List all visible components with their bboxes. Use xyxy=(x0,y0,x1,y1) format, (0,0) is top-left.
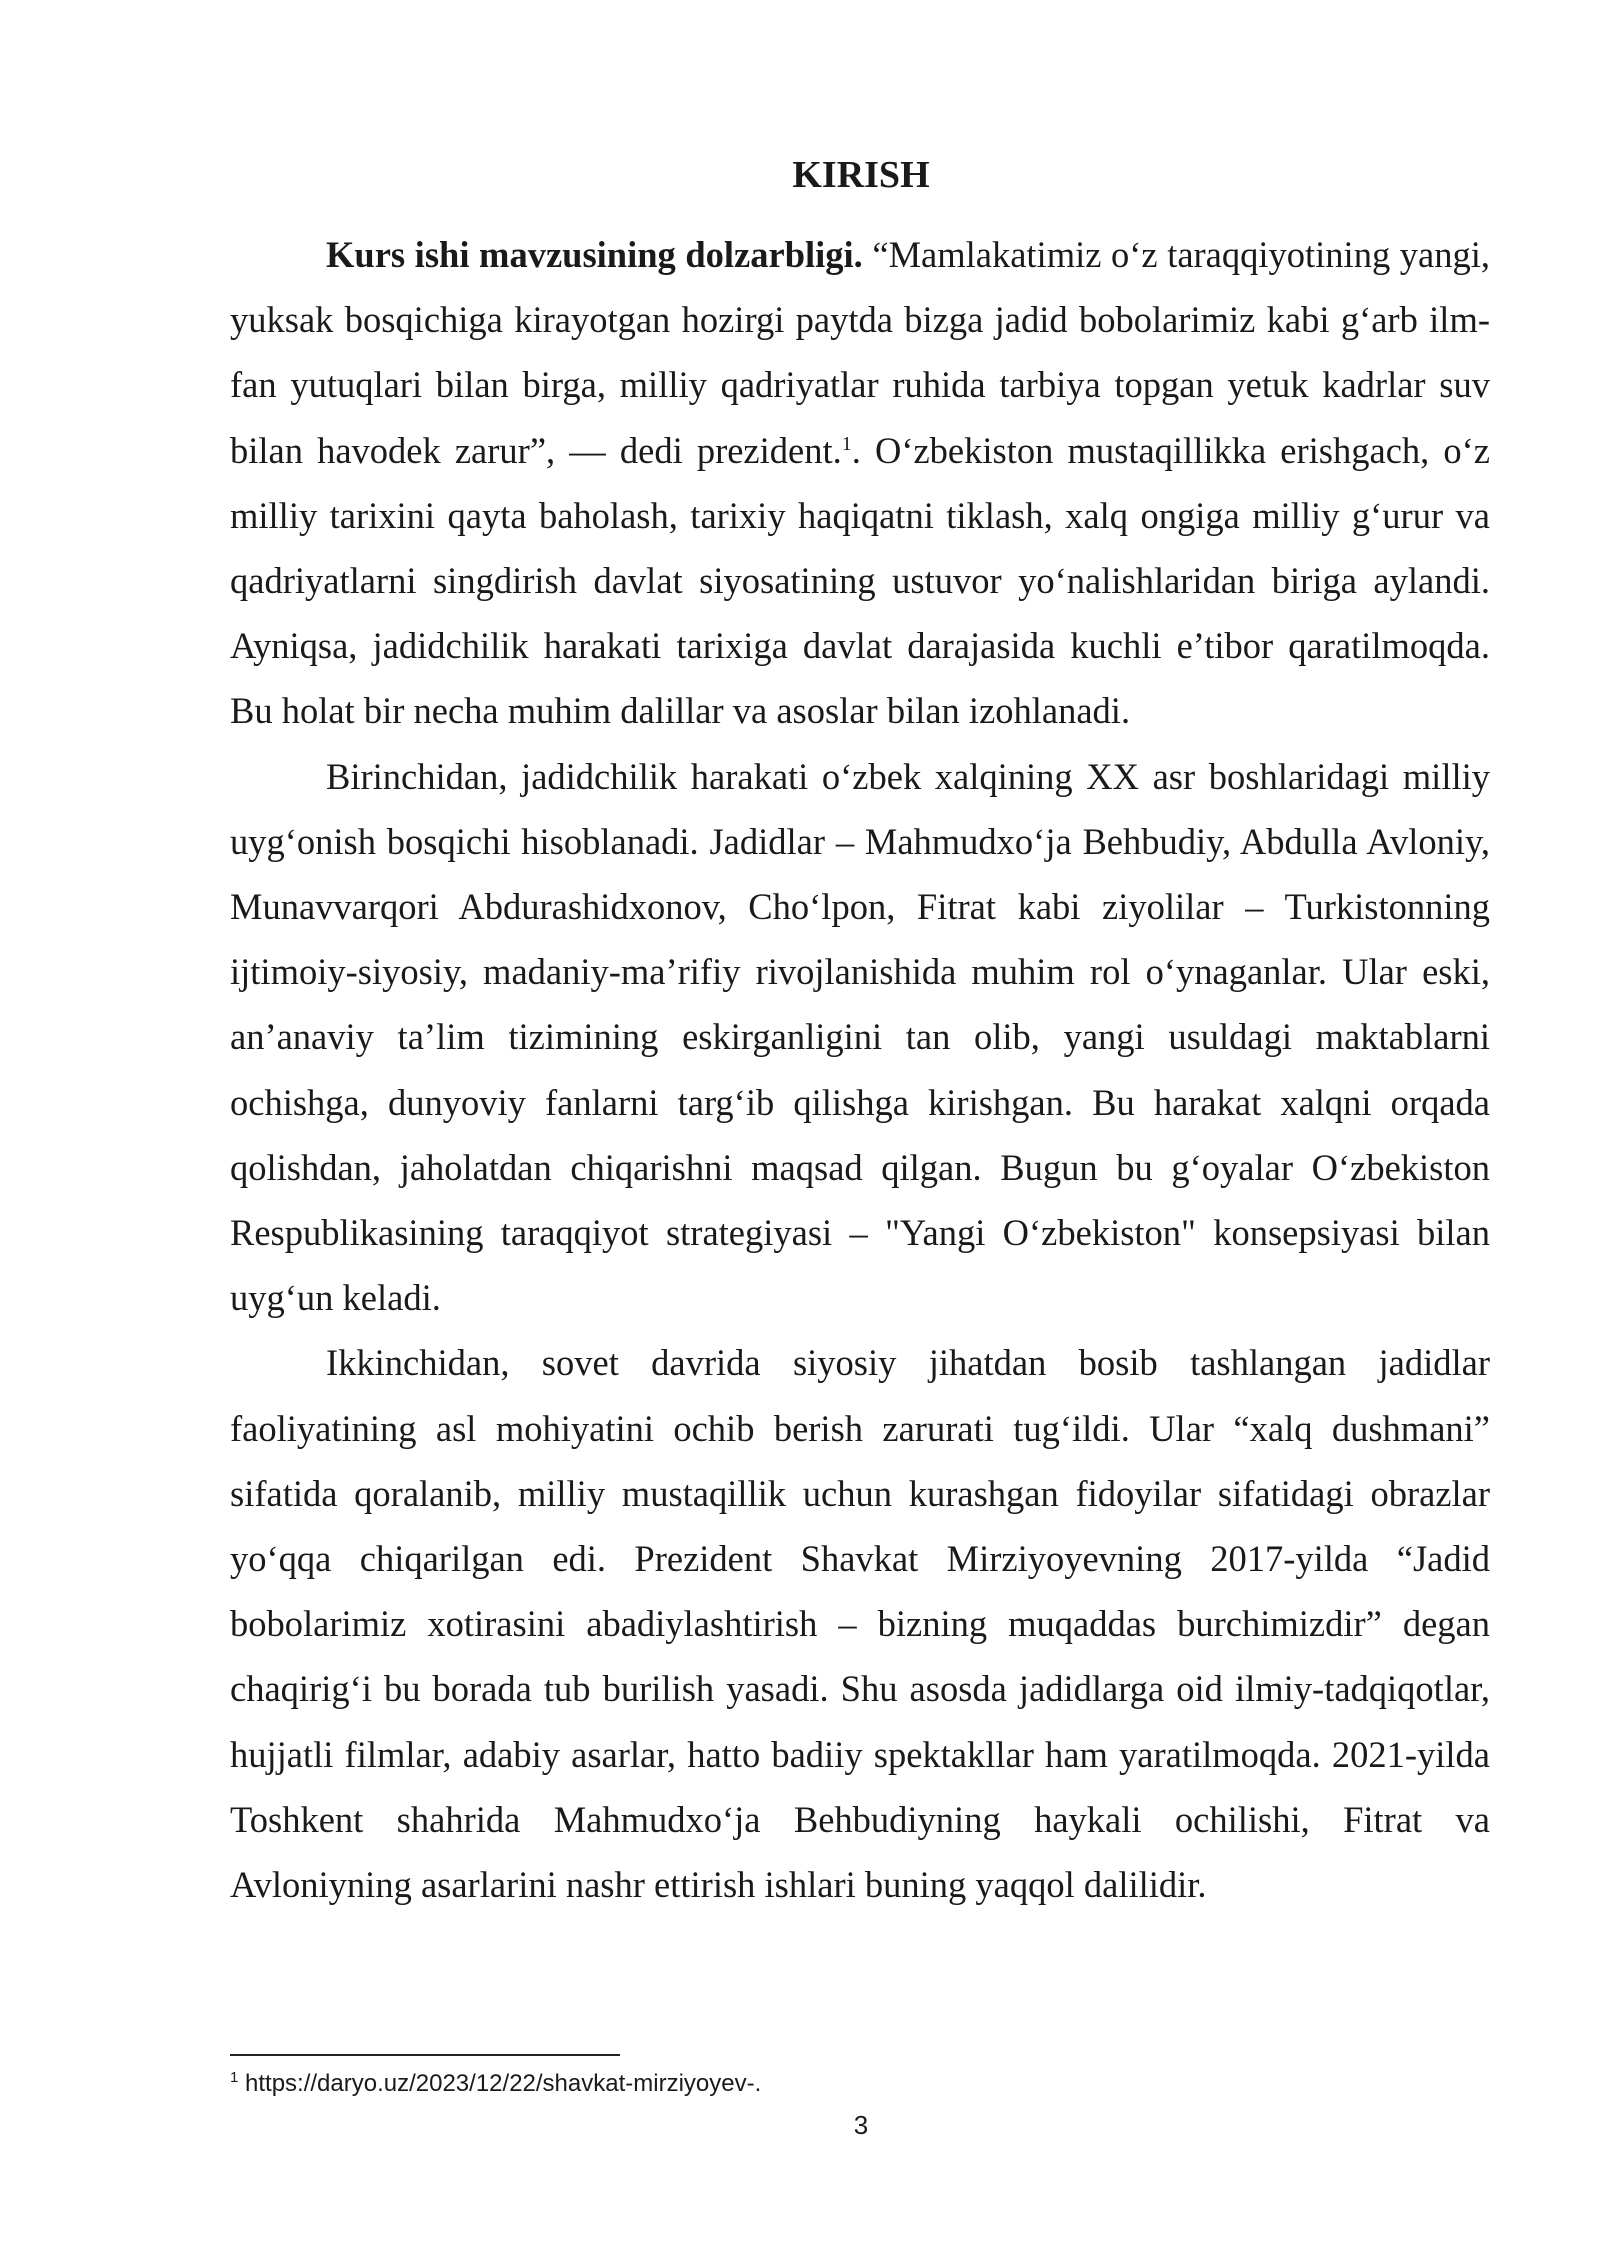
paragraph-text: “Mamlakatimiz o‘z taraqqiyotining yangi, yuksak bosqichiga kirayotgan hozirgi paytda bizga jadid bobolarimiz kabi g‘arb ilm-fan yutuqlari bilan birga, milliy qadriyatlar ruhida tarbiya topgan yetuk kadrlar suv bilan havodek zarur”, — dedi prezident. xyxy=(230,234,1490,471)
footnote-separator xyxy=(230,2054,620,2056)
footnote xyxy=(230,2067,761,2101)
footnote-link[interactable]: https://daryo.uz/2023/12/22/shavkat-mirziyoyev-. xyxy=(238,2070,762,2097)
footnote-reference[interactable]: 1 xyxy=(841,432,852,455)
paragraph-second-reason: Ikkinchidan, sovet davrida siyosiy jihatdan bosib tashlangan jadidlar faoliyatining asl mohiyatini ochib berish zarurati tug‘ildi. Ular “xalq dushmani” sifatida qoralanib, milliy mustaqillik uchun kurashgan fidoyilar sifatidagi obrazlar yo‘qqa chiqarilgan edi. Prezident Shavkat Mirziyoyevning 2017-yilda “Jadid bobolarimiz xotirasini abadiylashtirish – bizning muqaddas burchimizdir” degan chaqirig‘i bu borada tub burilish yasadi. Shu asosda jadidlarga oid ilmiy-tadqiqotlar, hujjatli filmlar, adabiy asarlar, hatto badiiy spektakllar ham yaratilmoqda. 2021-yilda Toshkent shahrida Mahmudxo‘ja Behbudiyning haykali ochilishi, Fitrat va Avloniyning asarlarini nashr ettirish ishlari buning yaqqol dalilidir. xyxy=(230,1342,1490,1906)
section-lead-heading: Kurs ishi mavzusining dolzarbligi. xyxy=(326,234,863,275)
page-number: 3 xyxy=(853,2110,869,2140)
paragraph-first-reason: Birinchidan, jadidchilik harakati o‘zbek xalqining XX asr boshlaridagi milliy uyg‘onish bosqichi hisoblanadi. Jadidlar – Mahmudxo‘ja Behbudiy, Abdulla Avloniy, Munavvarqori Abdurashidxonov, Cho‘lpon, Fitrat kabi ziyolilar – Turkistonning ijtimoiy-siyosiy, madaniy-ma’rifiy rivojlanishida muhim rol o‘ynaganlar. Ular eski, an’anaviy ta’lim tizimining eskirganligini tan olib, yangi usuldagi maktablarni ochishga, dunyoviy fanlarni targ‘ib qilishga kirishgan. Bu harakat xalqni orqada qolishdan, jaholatdan chiqarishni maqsad qilgan. Bugun bu g‘oyalar O‘zbekiston Respublikasining taraqqiyot strategiyasi – "Yangi O‘zbekiston" konsepsiyasi bilan uyg‘un keladi. xyxy=(230,755,1490,1319)
paragraph-relevance xyxy=(230,222,1490,744)
body-text xyxy=(230,222,1490,1917)
footnote-mark: 1 xyxy=(230,2069,239,2086)
paragraph-text: . O‘zbekiston mustaqillikka erishgach, o‘z milliy tarixini qayta baholash, tarixiy haqiqatni tiklash, xalq ongiga milliy g‘urur va qadriyatlarni singdirish davlat siyosatining ustuvor yo‘nalishlaridan biriga aylandi. Ayniqsa, jadidchilik harakati tarixiga davlat darajasida kuchli e’tibor qaratilmoqda. Bu holat bir necha muhim dalillar va asoslar bilan izohlanadi. xyxy=(230,429,1490,732)
page-title: KIRISH xyxy=(792,154,930,196)
